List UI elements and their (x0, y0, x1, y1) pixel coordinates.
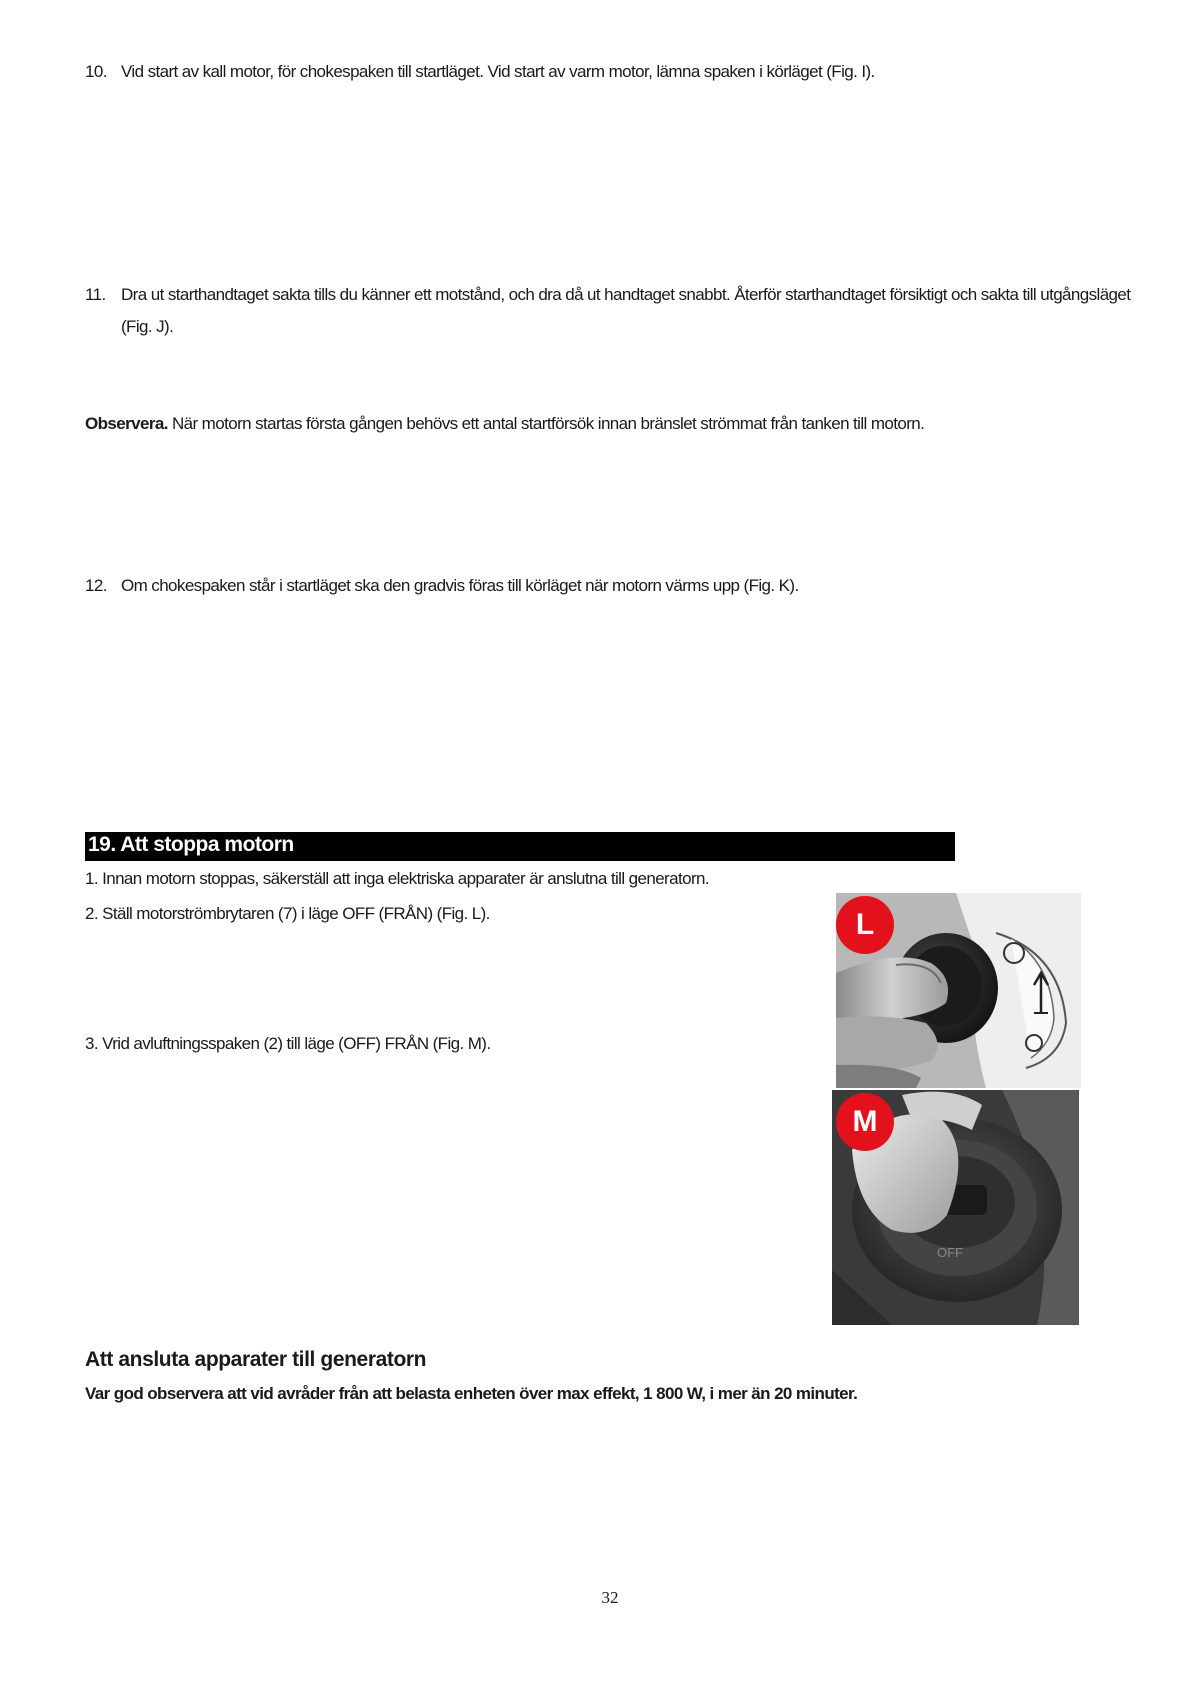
observe-text: När motorn startas första gången behövs ett antal startförsök innan bränslet strömmat från tanken till motorn. (167, 414, 925, 433)
figure-m-badge: M (836, 1093, 894, 1151)
connect-heading: Att ansluta apparater till generatorn (85, 1348, 427, 1371)
step-11 (85, 285, 1130, 305)
figure-l-photo (836, 893, 1081, 1088)
observe-label: Observera. (85, 414, 168, 433)
page-number: 32 (601, 1588, 619, 1607)
step-10-number: 10. (85, 62, 107, 81)
figure-m-photo (832, 1090, 1079, 1325)
section-19-title: 19. Att stoppa motorn (88, 833, 294, 856)
step-11-line2: (Fig. J). (121, 317, 174, 336)
step-11-text-line1: Dra ut starthandtaget sakta tills du känner ett motstånd, och dra då ut handtaget snabbt. Återför starthandtaget försiktigt och sakta till utgångsläget (121, 285, 1131, 304)
step-10-text: Vid start av kall motor, för chokespaken till startläget. Vid start av varm motor, lämna spaken i körläget (Fig. I). (121, 62, 875, 81)
step-12 (85, 576, 799, 596)
step-12-number: 12. (85, 576, 107, 595)
figure-l-badge: L (836, 896, 894, 954)
section-19-item-1: 1. Innan motorn stoppas, säkerställ att inga elektriska apparater är anslutna till generatorn. (85, 869, 709, 888)
observe-note (85, 414, 924, 434)
connect-warning: Var god observera att vid avråder från att belasta enheten över max effekt, 1 800 W, i mer än 20 minuter. (85, 1384, 858, 1403)
step-10 (85, 62, 875, 82)
step-12-text: Om chokespaken står i startläget ska den gradvis föras till körläget när motorn värms upp (Fig. K). (121, 576, 799, 595)
section-19-item-2: 2. Ställ motorströmbrytaren (7) i läge OFF (FRÅN) (Fig. L). (85, 904, 490, 923)
step-11-number: 11. (85, 285, 106, 304)
figure-m-knob-label: OFF (937, 1245, 963, 1260)
section-19-item-3: 3. Vrid avluftningsspaken (2) till läge (OFF) FRÅN (Fig. M). (85, 1034, 491, 1053)
